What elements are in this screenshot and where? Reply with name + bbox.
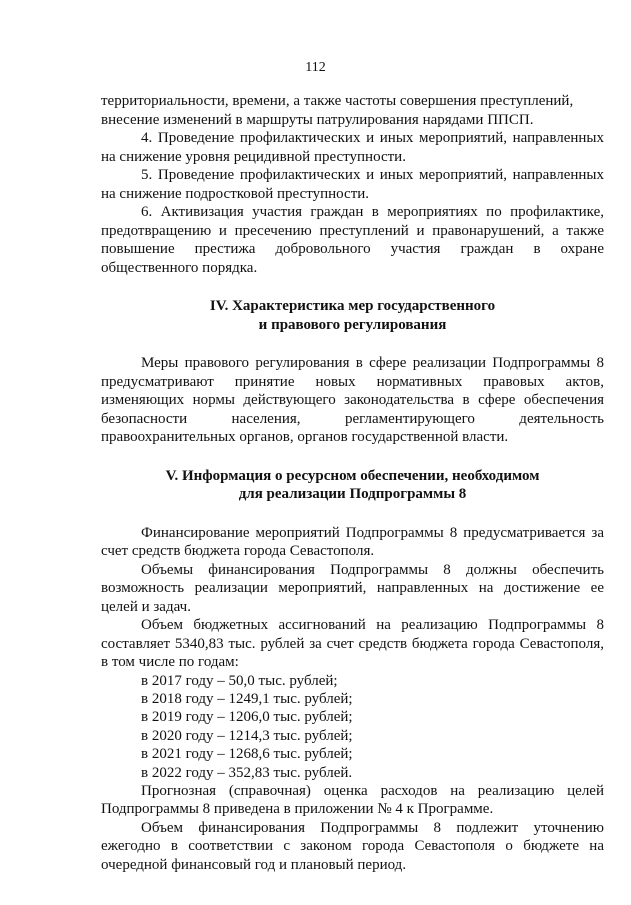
section-4-heading-line-2: и правового регулирования [258,316,447,333]
list-item: в 2020 году – 1214,3 тыс. рублей; [141,727,353,744]
page-number: 112 [305,60,326,75]
section-5-para-2: Объемы финансирования Подпрограммы 8 должны обеспечить возможность реализации мероприятий, направленных на достижение ее целей и задач. [101,561,604,615]
item-6: 6. Активизация участия граждан в мероприятиях по профилактике, предотвращению и пресечению преступлений и правонарушений, а также повышение престижа добровольного участия граждан в охране общественного порядка. [101,204,604,276]
item-5: 5. Проведение профилактических и иных мероприятий, направленных на снижение подростковой преступности. [101,167,604,202]
section-4-heading-line-1: IV. Характеристика мер государственного [209,298,496,314]
list-item: в 2022 году – 352,83 тыс. рублей. [141,764,353,781]
intro-line-1: территориальности, времени, а также частоты совершения преступлений, [101,93,574,109]
list-item: в 2017 году – 50,0 тыс. рублей; [141,672,338,689]
list-item: в 2019 году – 1206,0 тыс. рублей; [141,709,353,726]
section-4-heading [101,297,604,334]
section-5-heading-line-2: для реализации Подпрограммы 8 [238,486,467,502]
list-item: в 2021 году – 1268,6 тыс. рублей; [141,746,353,763]
section-5-para-4: Прогнозная (справочная) оценка расходов на реализацию целей Подпрограммы 8 приведена в приложении № 4 к Программе. [101,782,604,818]
section-5-para-3: Объем бюджетных ассигнований на реализацию Подпрограммы 8 составляет 5340,83 тыс. рублей за счет средств бюджета города Севастополя, в том числе по годам: [101,617,604,670]
funding-by-year-list [101,672,604,782]
item-4: 4. Проведение профилактических и иных мероприятий, направленных на снижение уровня рецидивной преступности. [101,130,604,165]
intro-line-2: внесение изменений в маршруты патрулирования нарядами ППСП. [101,111,534,128]
section-5-para-5: Объем финансирования Подпрограммы 8 подлежит уточнению ежегодно в соответствии с законом города Севастополя о бюджете на очередной финансовый год и плановый период. [101,819,604,873]
document-body [101,92,604,874]
section-4-text: Меры правового регулирования в сфере реализации Подпрограммы 8 предусматривают принятие новых нормативных правовых актов, изменяющих нормы действующего законодательства в сфере обеспечения безопасности населения, регламентирующего деятельность правоохранительных органов, органов государственной власти. [101,355,604,445]
section-5-heading-line-1: V. Информация о ресурсном обеспечении, необходимом [165,467,540,484]
section-5-para-1: Финансирование мероприятий Подпрограммы 8 предусматривается за счет средств бюджета города Севастополя. [101,524,604,559]
list-item: в 2018 году – 1249,1 тыс. рублей; [141,690,353,707]
section-5-heading [101,467,604,504]
